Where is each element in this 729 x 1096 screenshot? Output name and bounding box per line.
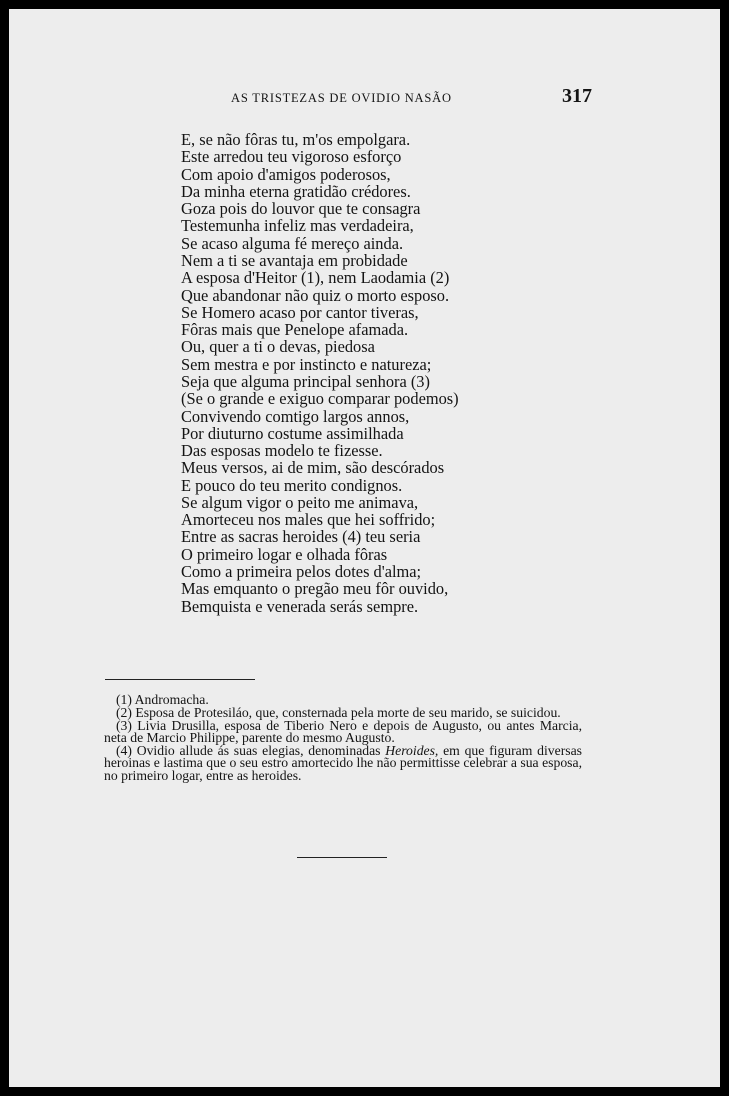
verse-line: E pouco do teu merito condignos. [181, 475, 403, 495]
verse-line: Sem mestra e por instincto e natureza; [181, 354, 432, 374]
running-title: AS TRISTEZAS DE OVIDIO NASÃO [231, 91, 452, 105]
verse-line: Fôras mais que Penelope afamada. [181, 320, 409, 340]
verse-line: Bemquista e venerada serás sempre. [181, 596, 419, 616]
verse-line: Meus versos, ai de mim, são descórados [181, 458, 445, 478]
verse-line: Como a primeira pelos dotes d'alma; [181, 562, 422, 582]
verse-line: Nem a ti se avantaja em probidade [181, 250, 408, 270]
verse-line: Se algum vigor o peito me animava, [181, 492, 419, 512]
verse-line: Este arredou teu vigoroso esforço [181, 147, 402, 167]
verse-line: Entre as sacras heroides (4) teu seria [181, 527, 421, 547]
verse-line: Mas emquanto o pregão meu fôr ouvido, [181, 579, 449, 599]
verse-line: Da minha eterna gratidão crédores. [181, 181, 411, 201]
footnote-separator-rule [105, 679, 255, 680]
verse-line: E, se não fôras tu, m'os empolgara. [181, 130, 411, 149]
footnote-4 [104, 745, 582, 781]
verse-line: Das esposas modelo te fizesse. [181, 441, 383, 461]
verse-line: (Se o grande e exiguo comparar podemos) [181, 389, 459, 409]
verse-line: Convivendo comtigo largos annos, [181, 406, 410, 426]
footnote-2: (2) Esposa de Protesiláo, que, consternada pela morte de seu marido, se suicidou. [116, 705, 561, 721]
page-number: 317 [562, 85, 592, 107]
end-rule [297, 857, 387, 858]
footnote-4-italic-title: Heroides, [385, 743, 439, 759]
footnote-4-text-end: em que figuram diversas heroinas e lastima que o seu estro amortecido lhe não permittisse celebrar a sua esposa, no primeiro logar, entre as heroides. [104, 743, 583, 783]
verse-line: Seja que alguma principal senhora (3) [181, 371, 430, 391]
footnotes [104, 694, 582, 783]
verse-line: Amorteceu nos males que hei soffrido; [181, 510, 436, 530]
footnote-1: (1) Andromacha. [116, 692, 209, 707]
verse-line: Por diuturno costume assimilhada [181, 423, 404, 443]
verse-line: Se acaso alguma fé mereço ainda. [181, 233, 404, 253]
verse-line: Se Homero acaso por cantor tiveras, [181, 302, 419, 322]
verse-line: A esposa d'Heitor (1), nem Laodamia (2) [181, 268, 450, 288]
verse-line: Com apoio d'amigos poderosos, [181, 164, 391, 184]
footnote-3: (3) Livia Drusilla, esposa de Tiberio Nero e depois de Augusto, ou antes Marcia, neta de Marcio Philippe, parente do mesmo Augusto. [104, 718, 582, 746]
verse-line: O primeiro logar e olhada fôras [181, 544, 388, 564]
footnote-4-text-start: (4) Ovidio allude ás suas elegias, denominadas [116, 743, 386, 759]
poem-verses [181, 131, 459, 615]
verse-line: Ou, quer a ti o devas, piedosa [181, 337, 375, 357]
verse-line: Goza pois do louvor que te consagra [181, 199, 421, 219]
verse-line: Testemunha infeliz mas verdadeira, [181, 216, 414, 236]
book-page [9, 9, 720, 1087]
verse-line: Que abandonar não quiz o morto esposo. [181, 285, 450, 305]
